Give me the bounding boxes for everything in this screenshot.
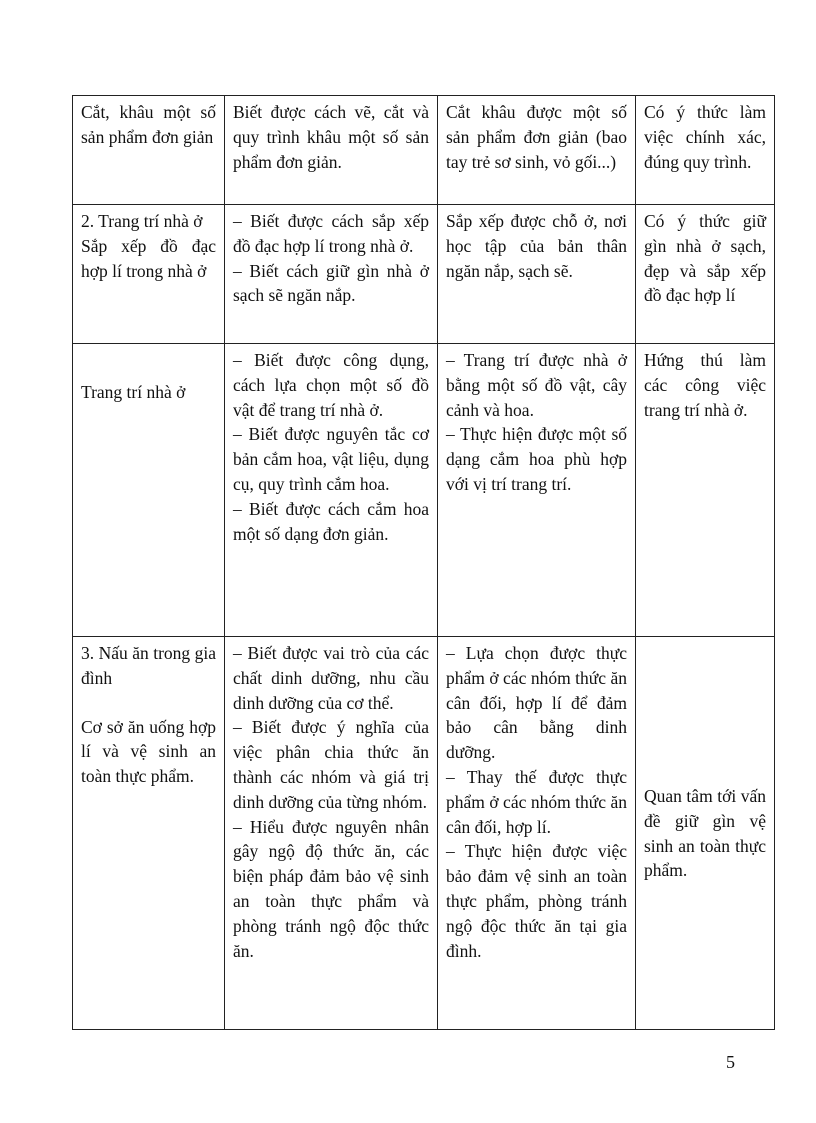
curriculum-table	[72, 95, 775, 1030]
cell-text: – Biết được nguyên tắc cơ bản cắm hoa, vật liệu, dụng cụ, quy trình cắm hoa.	[233, 424, 429, 494]
table-cell-attitude	[636, 344, 775, 637]
cell-text: Có ý thức giữ gìn nhà ở sạch, đẹp và sắp xếp đồ đạc hợp lí	[644, 211, 766, 306]
cell-heading: 2. Trang trí nhà ở	[81, 211, 203, 231]
cell-text: Sắp xếp đồ đạc hợp lí trong nhà ở	[81, 235, 216, 281]
cell-text: – Biết được vai trò của các chất dinh dưỡng, nhu cầu dinh dưỡng của cơ thể.	[233, 643, 429, 713]
cell-text: Cắt, khâu một số sản phẩm đơn giản	[81, 102, 216, 147]
cell-text: – Biết được cách sắp xếp đồ đạc hợp lí trong nhà ở.	[233, 211, 429, 256]
cell-text: – Thay thế được thực phẩm ở các nhóm thức ăn cân đối, hợp lí.	[446, 766, 627, 837]
table-cell-topic	[73, 637, 225, 1030]
table-cell-knowledge	[225, 344, 438, 637]
table-cell-topic	[73, 205, 225, 344]
cell-text: Quan tâm tới vấn đề giữ gìn vệ sinh an toàn thực phẩm.	[644, 785, 766, 881]
cell-text: Cắt khâu được một số sản phẩm đơn giản (bao tay trẻ sơ sinh, vỏ gối...)	[446, 102, 627, 172]
page-number: 5	[726, 1052, 735, 1072]
cell-text: – Thực hiện được một số dạng cắm hoa phù hợp với vị trí trang trí.	[446, 424, 627, 494]
table-cell-attitude	[636, 637, 775, 1030]
table-cell-topic	[73, 96, 225, 205]
table-cell-skills	[438, 96, 636, 205]
cell-text: – Lựa chọn được thực phẩm ở các nhóm thức ăn cân đối, hợp lí để đảm bảo cân bằng dinh dưỡng.	[446, 643, 627, 763]
table-cell-knowledge	[225, 96, 438, 205]
table-cell-topic	[73, 344, 225, 637]
cell-text: – Biết cách giữ gìn nhà ở sạch sẽ ngăn nắp.	[233, 260, 429, 306]
cell-text: – Biết được cách cắm hoa một số dạng đơn giản.	[233, 498, 429, 544]
cell-text: – Trang trí được nhà ở bằng một số đồ vật, cây cảnh và hoa.	[446, 350, 627, 420]
table-cell-knowledge	[225, 205, 438, 344]
table-row	[73, 205, 775, 344]
cell-text: Hứng thú làm các công việc trang trí nhà ở.	[644, 350, 766, 420]
cell-text: – Hiểu được nguyên nhân gây ngộ độ thức ăn, các biện pháp đảm bảo vệ sinh an toàn thực phẩm và phòng tránh ngộ độc thức ăn.	[233, 816, 429, 961]
table-cell-skills	[438, 205, 636, 344]
table-cell-skills	[438, 344, 636, 637]
cell-text: – Thực hiện được việc bảo đảm vệ sinh an toàn thực phẩm, phòng tránh ngộ độc thức ăn tại gia đình.	[446, 841, 627, 961]
table-cell-attitude	[636, 96, 775, 205]
table-row	[73, 344, 775, 637]
table-row	[73, 96, 775, 205]
cell-text: Sắp xếp được chỗ ở, nơi học tập của bản thân ngăn nắp, sạch sẽ.	[446, 211, 627, 281]
cell-text: Trang trí nhà ở	[81, 382, 186, 402]
cell-text: Biết được cách vẽ, cắt và quy trình khâu một số sản phẩm đơn giản.	[233, 102, 429, 172]
table-row	[73, 637, 775, 1030]
table-cell-skills	[438, 637, 636, 1030]
cell-heading: 3. Nấu ăn trong gia đình	[81, 643, 216, 688]
cell-text: – Biết được công dụng, cách lựa chọn một số đồ vật để trang trí nhà ở.	[233, 350, 429, 420]
cell-text: Có ý thức làm việc chính xác, đúng quy trình.	[644, 102, 766, 172]
cell-text: Cơ sở ăn uống hợp lí và vệ sinh an toàn thực phẩm.	[81, 716, 216, 787]
table-cell-attitude	[636, 205, 775, 344]
cell-text: – Biết được ý nghĩa của việc phân chia thức ăn thành các nhóm và giá trị dinh dưỡng của từng nhóm.	[233, 717, 429, 812]
table-cell-knowledge	[225, 637, 438, 1030]
